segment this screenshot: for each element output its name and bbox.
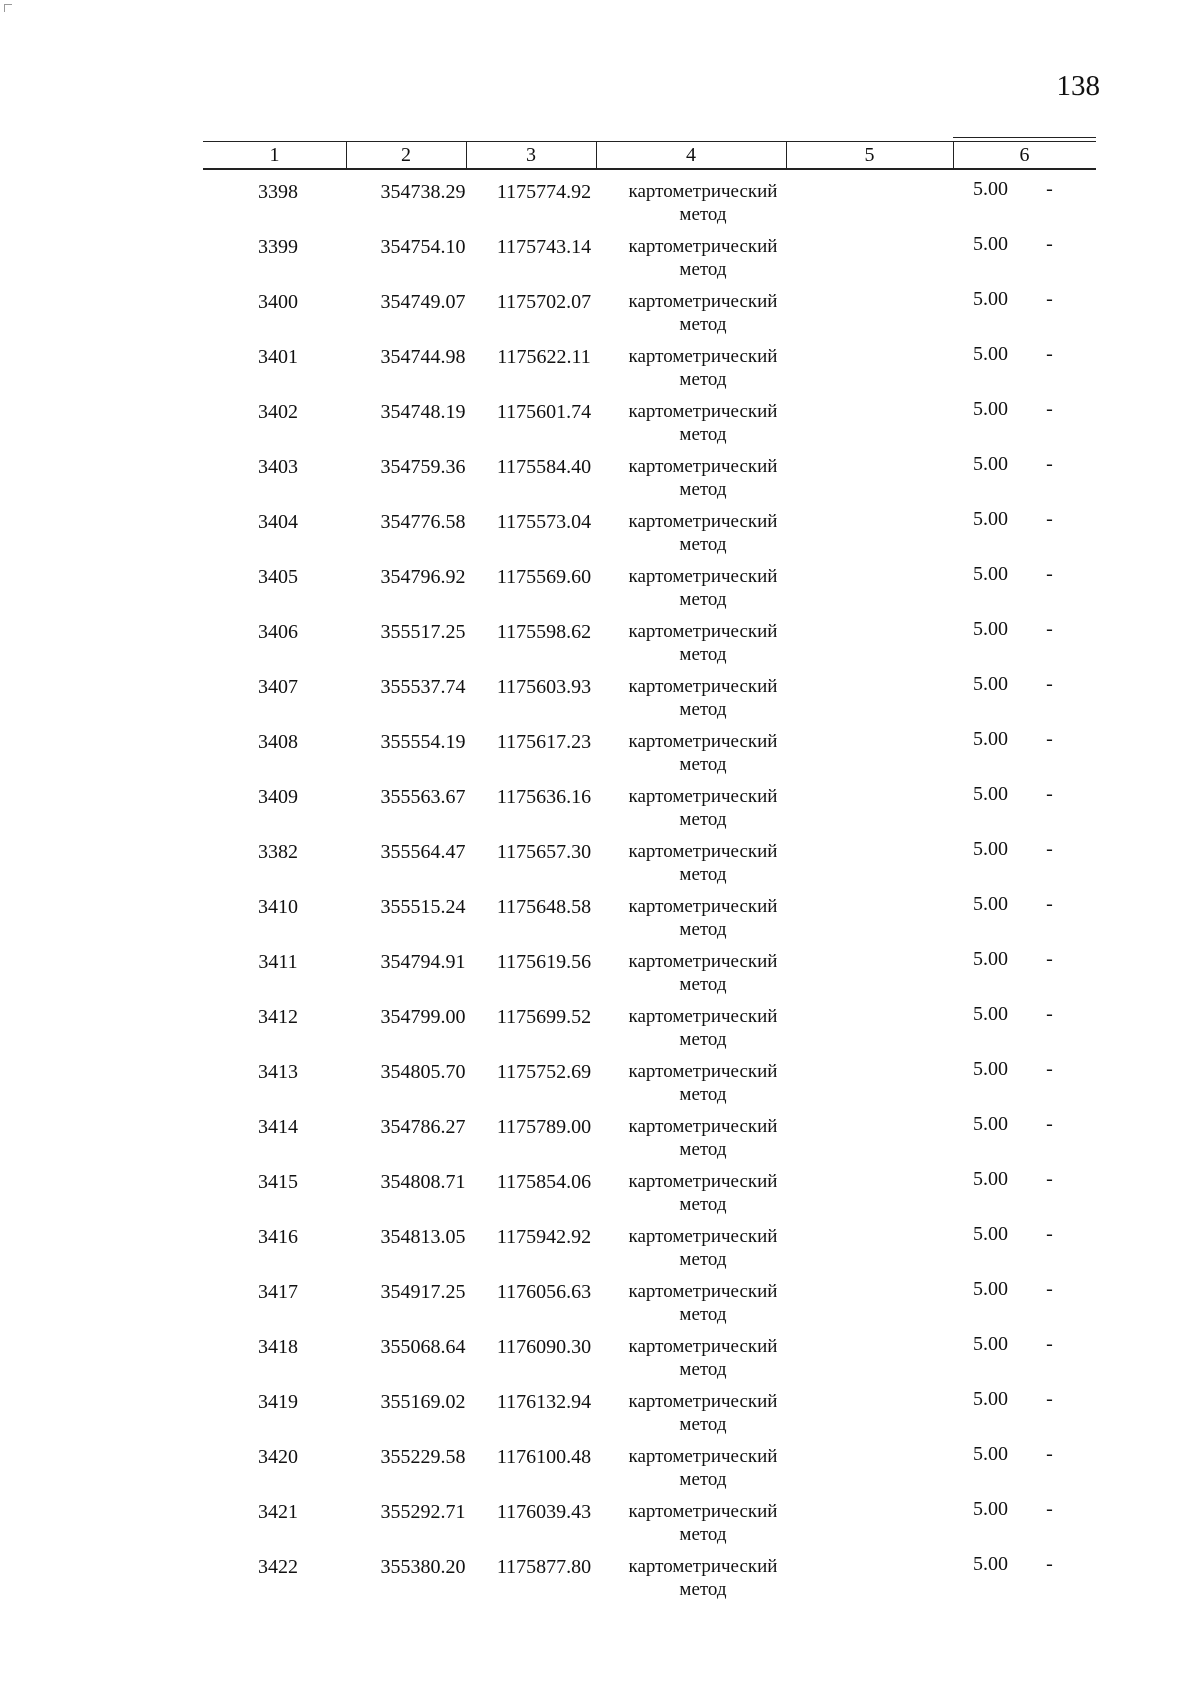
coordinate-x: 355563.67	[380, 786, 466, 808]
coordinate-x: 354796.92	[380, 566, 466, 588]
column-6-value: -	[1046, 453, 1053, 475]
coordinate-y: 1175752.69	[496, 1061, 592, 1083]
coordinate-x: 354748.19	[380, 401, 466, 423]
method-line-1: картометрический	[628, 511, 778, 532]
method-line-1: картометрический	[628, 456, 778, 477]
table-row	[203, 779, 1096, 834]
table-row	[203, 614, 1096, 669]
point-number: 3398	[258, 181, 298, 203]
column-6-value: -	[1046, 1168, 1053, 1190]
table-row	[203, 834, 1096, 889]
method-line-2: метод	[679, 534, 727, 555]
accuracy-value: 5.00	[973, 1333, 1008, 1355]
coordinate-y: 1175636.16	[496, 786, 592, 808]
coordinate-y: 1175598.62	[496, 621, 592, 643]
point-number: 3416	[258, 1226, 298, 1248]
method-line-1: картометрический	[628, 1171, 778, 1192]
method-line-2: метод	[679, 864, 727, 885]
table-header	[203, 137, 1096, 170]
header-col-6: 6	[1019, 144, 1030, 166]
column-6-value: -	[1046, 1333, 1053, 1355]
coordinate-x: 354759.36	[380, 456, 466, 478]
column-6-value: -	[1046, 1388, 1053, 1410]
table-row	[203, 724, 1096, 779]
method-line-1: картометрический	[628, 1336, 778, 1357]
column-6-value: -	[1046, 618, 1053, 640]
accuracy-value: 5.00	[973, 948, 1008, 970]
table-row	[203, 394, 1096, 449]
table-row	[203, 1219, 1096, 1274]
coordinate-y: 1176090.30	[496, 1336, 592, 1358]
accuracy-value: 5.00	[973, 1388, 1008, 1410]
method-line-2: метод	[679, 1414, 727, 1435]
method-cell	[608, 1280, 798, 1326]
method-cell	[608, 785, 798, 831]
method-cell	[608, 730, 798, 776]
accuracy-value: 5.00	[973, 893, 1008, 915]
coordinate-y: 1175584.40	[496, 456, 592, 478]
method-line-2: метод	[679, 1029, 727, 1050]
method-line-2: метод	[679, 369, 727, 390]
point-number: 3412	[258, 1006, 298, 1028]
coordinate-x: 354805.70	[380, 1061, 466, 1083]
accuracy-value: 5.00	[973, 453, 1008, 475]
table-row	[203, 669, 1096, 724]
coordinate-x: 354799.00	[380, 1006, 466, 1028]
coordinate-y: 1175657.30	[496, 841, 592, 863]
method-line-1: картометрический	[628, 1501, 778, 1522]
method-line-1: картометрический	[628, 566, 778, 587]
method-line-1: картометрический	[628, 346, 778, 367]
coordinate-y: 1175601.74	[496, 401, 592, 423]
table-row	[203, 999, 1096, 1054]
method-line-2: метод	[679, 644, 727, 665]
coordinate-x: 354754.10	[380, 236, 466, 258]
header-bottom-rule	[203, 168, 1096, 170]
accuracy-value: 5.00	[973, 1553, 1008, 1575]
table-row	[203, 339, 1096, 394]
method-cell	[608, 1445, 798, 1491]
coordinate-y: 1175854.06	[496, 1171, 592, 1193]
point-number: 3417	[258, 1281, 298, 1303]
column-6-value: -	[1046, 1113, 1053, 1135]
method-line-2: метод	[679, 919, 727, 940]
point-number: 3422	[258, 1556, 298, 1578]
column-6-value: -	[1046, 1498, 1053, 1520]
header-col-4: 4	[686, 144, 696, 166]
point-number: 3401	[258, 346, 298, 368]
method-cell	[608, 1500, 798, 1546]
method-cell	[608, 290, 798, 336]
coordinate-x: 354786.27	[380, 1116, 466, 1138]
accuracy-value: 5.00	[973, 178, 1008, 200]
coordinate-x: 354813.05	[380, 1226, 466, 1248]
accuracy-value: 5.00	[973, 1168, 1008, 1190]
coordinate-y: 1175699.52	[496, 1006, 592, 1028]
table-row	[203, 449, 1096, 504]
table-row	[203, 1054, 1096, 1109]
method-cell	[608, 675, 798, 721]
method-line-2: метод	[679, 699, 727, 720]
method-cell	[608, 1060, 798, 1106]
method-line-2: метод	[679, 259, 727, 280]
method-line-1: картометрический	[628, 1006, 778, 1027]
coordinate-y: 1175573.04	[496, 511, 592, 533]
coordinate-x: 355292.71	[380, 1501, 466, 1523]
method-cell	[608, 235, 798, 281]
accuracy-value: 5.00	[973, 288, 1008, 310]
table-row	[203, 559, 1096, 614]
accuracy-value: 5.00	[973, 1003, 1008, 1025]
column-6-value: -	[1046, 1553, 1053, 1575]
coordinate-y: 1175743.14	[496, 236, 592, 258]
accuracy-value: 5.00	[973, 343, 1008, 365]
accuracy-value: 5.00	[973, 838, 1008, 860]
accuracy-value: 5.00	[973, 783, 1008, 805]
method-line-2: метод	[679, 479, 727, 500]
coordinate-x: 355554.19	[380, 731, 466, 753]
coordinates-table	[203, 137, 1096, 1604]
method-line-2: метод	[679, 1194, 727, 1215]
column-6-value: -	[1046, 288, 1053, 310]
coordinate-y: 1175648.58	[496, 896, 592, 918]
page-number: 138	[1056, 70, 1100, 102]
method-line-1: картометрический	[628, 841, 778, 862]
table-row	[203, 1164, 1096, 1219]
method-line-1: картометрический	[628, 236, 778, 257]
method-line-2: метод	[679, 424, 727, 445]
accuracy-value: 5.00	[973, 398, 1008, 420]
method-cell	[608, 620, 798, 666]
coordinate-x: 355564.47	[380, 841, 466, 863]
coordinate-x: 354776.58	[380, 511, 466, 533]
method-cell	[608, 840, 798, 886]
accuracy-value: 5.00	[973, 233, 1008, 255]
accuracy-value: 5.00	[973, 508, 1008, 530]
coordinate-x: 355068.64	[380, 1336, 466, 1358]
coordinate-y: 1175619.56	[496, 951, 592, 973]
column-6-value: -	[1046, 728, 1053, 750]
coordinate-y: 1176056.63	[496, 1281, 592, 1303]
column-6-value: -	[1046, 508, 1053, 530]
method-line-1: картометрический	[628, 1226, 778, 1247]
method-line-2: метод	[679, 1359, 727, 1380]
coordinate-x: 354738.29	[380, 181, 466, 203]
coordinate-x: 355517.25	[380, 621, 466, 643]
method-cell	[608, 400, 798, 446]
header-col-2: 2	[401, 144, 411, 166]
method-cell	[608, 895, 798, 941]
accuracy-value: 5.00	[973, 1278, 1008, 1300]
column-6-value: -	[1046, 1003, 1053, 1025]
table-row	[203, 1329, 1096, 1384]
point-number: 3411	[258, 951, 298, 973]
method-line-2: метод	[679, 1304, 727, 1325]
coordinate-y: 1175617.23	[496, 731, 592, 753]
column-6-value: -	[1046, 398, 1053, 420]
point-number: 3419	[258, 1391, 298, 1413]
column-6-value: -	[1046, 673, 1053, 695]
accuracy-value: 5.00	[973, 673, 1008, 695]
scan-corner-mark	[4, 4, 12, 12]
point-number: 3409	[258, 786, 298, 808]
method-line-1: картометрический	[628, 291, 778, 312]
coordinate-y: 1175789.00	[496, 1116, 592, 1138]
coordinate-x: 355515.24	[380, 896, 466, 918]
header-col-3: 3	[526, 144, 536, 166]
point-number: 3415	[258, 1171, 298, 1193]
point-number: 3404	[258, 511, 298, 533]
table-row	[203, 229, 1096, 284]
accuracy-value: 5.00	[973, 1058, 1008, 1080]
method-cell	[608, 1225, 798, 1271]
method-line-1: картометрический	[628, 786, 778, 807]
method-line-2: метод	[679, 1139, 727, 1160]
coordinate-y: 1175622.11	[497, 346, 591, 368]
coordinate-x: 355169.02	[380, 1391, 466, 1413]
coordinate-y: 1176039.43	[496, 1501, 592, 1523]
point-number: 3420	[258, 1446, 298, 1468]
column-6-value: -	[1046, 1058, 1053, 1080]
method-cell	[608, 510, 798, 556]
point-number: 3414	[258, 1116, 298, 1138]
method-line-2: метод	[679, 809, 727, 830]
method-line-1: картометрический	[628, 401, 778, 422]
point-number: 3403	[258, 456, 298, 478]
coordinate-x: 355229.58	[380, 1446, 466, 1468]
coordinate-y: 1175603.93	[496, 676, 592, 698]
header-col-5: 5	[864, 144, 875, 166]
header-top-rule-offset	[953, 137, 1096, 138]
method-line-1: картометрический	[628, 1391, 778, 1412]
method-line-1: картометрический	[628, 621, 778, 642]
method-line-2: метод	[679, 1524, 727, 1545]
column-6-value: -	[1046, 343, 1053, 365]
column-6-value: -	[1046, 233, 1053, 255]
table-row	[203, 284, 1096, 339]
method-line-1: картометрический	[628, 896, 778, 917]
accuracy-value: 5.00	[973, 1113, 1008, 1135]
table-row	[203, 1384, 1096, 1439]
accuracy-value: 5.00	[973, 1223, 1008, 1245]
accuracy-value: 5.00	[973, 563, 1008, 585]
accuracy-value: 5.00	[973, 1443, 1008, 1465]
column-6-value: -	[1046, 563, 1053, 585]
coordinate-y: 1176132.94	[496, 1391, 592, 1413]
column-6-value: -	[1046, 838, 1053, 860]
method-cell	[608, 1335, 798, 1381]
method-cell	[608, 455, 798, 501]
method-line-2: метод	[679, 1579, 727, 1600]
column-6-value: -	[1046, 1223, 1053, 1245]
coordinate-y: 1176100.48	[496, 1446, 592, 1468]
point-number: 3408	[258, 731, 298, 753]
method-line-2: метод	[679, 204, 727, 225]
method-cell	[608, 345, 798, 391]
method-line-2: метод	[679, 1249, 727, 1270]
point-number: 3413	[258, 1061, 298, 1083]
method-line-2: метод	[679, 754, 727, 775]
table-row	[203, 1439, 1096, 1494]
column-6-value: -	[1046, 783, 1053, 805]
table-row	[203, 1109, 1096, 1164]
method-cell	[608, 1005, 798, 1051]
coordinate-y: 1175774.92	[496, 181, 592, 203]
table-row	[203, 1494, 1096, 1549]
point-number: 3407	[258, 676, 298, 698]
point-number: 3406	[258, 621, 298, 643]
method-line-2: метод	[679, 974, 727, 995]
method-cell	[608, 565, 798, 611]
coordinate-x: 354808.71	[380, 1171, 466, 1193]
coordinate-x: 354794.91	[380, 951, 466, 973]
point-number: 3410	[258, 896, 298, 918]
point-number: 3421	[258, 1501, 298, 1523]
table-row	[203, 504, 1096, 559]
point-number: 3405	[258, 566, 298, 588]
column-6-value: -	[1046, 948, 1053, 970]
table-row	[203, 1274, 1096, 1329]
table-row	[203, 889, 1096, 944]
method-line-1: картометрический	[628, 1061, 778, 1082]
header-col-1: 1	[269, 144, 280, 166]
coordinate-x: 354744.98	[380, 346, 466, 368]
method-line-2: метод	[679, 1084, 727, 1105]
coordinate-x: 355537.74	[380, 676, 466, 698]
method-line-2: метод	[679, 589, 727, 610]
method-cell	[608, 1390, 798, 1436]
method-line-2: метод	[679, 1469, 727, 1490]
column-6-value: -	[1046, 893, 1053, 915]
coordinate-y: 1175569.60	[496, 566, 592, 588]
point-number: 3402	[258, 401, 298, 423]
method-line-2: метод	[679, 314, 727, 335]
method-line-1: картометрический	[628, 181, 778, 202]
accuracy-value: 5.00	[973, 728, 1008, 750]
method-line-1: картометрический	[628, 1446, 778, 1467]
method-line-1: картометрический	[628, 951, 778, 972]
column-6-value: -	[1046, 178, 1053, 200]
coordinate-y: 1175877.80	[496, 1556, 592, 1578]
point-number: 3382	[258, 841, 298, 863]
accuracy-value: 5.00	[973, 618, 1008, 640]
coordinate-x: 355380.20	[380, 1556, 466, 1578]
coordinate-x: 354749.07	[380, 291, 466, 313]
method-cell	[608, 1115, 798, 1161]
coordinate-x: 354917.25	[380, 1281, 466, 1303]
point-number: 3399	[258, 236, 298, 258]
column-6-value: -	[1046, 1443, 1053, 1465]
method-line-1: картометрический	[628, 1116, 778, 1137]
coordinate-y: 1175942.92	[496, 1226, 592, 1248]
point-number: 3400	[258, 291, 298, 313]
method-line-1: картометрический	[628, 731, 778, 752]
method-cell	[608, 180, 798, 226]
table-row	[203, 174, 1096, 229]
column-6-value: -	[1046, 1278, 1053, 1300]
method-line-1: картометрический	[628, 1556, 778, 1577]
method-line-1: картометрический	[628, 676, 778, 697]
table-row	[203, 944, 1096, 999]
point-number: 3418	[258, 1336, 298, 1358]
method-cell	[608, 1555, 798, 1601]
table-row	[203, 1549, 1096, 1604]
method-cell	[608, 1170, 798, 1216]
accuracy-value: 5.00	[973, 1498, 1008, 1520]
coordinate-y: 1175702.07	[496, 291, 592, 313]
table-body	[203, 174, 1096, 1604]
method-line-1: картометрический	[628, 1281, 778, 1302]
method-cell	[608, 950, 798, 996]
